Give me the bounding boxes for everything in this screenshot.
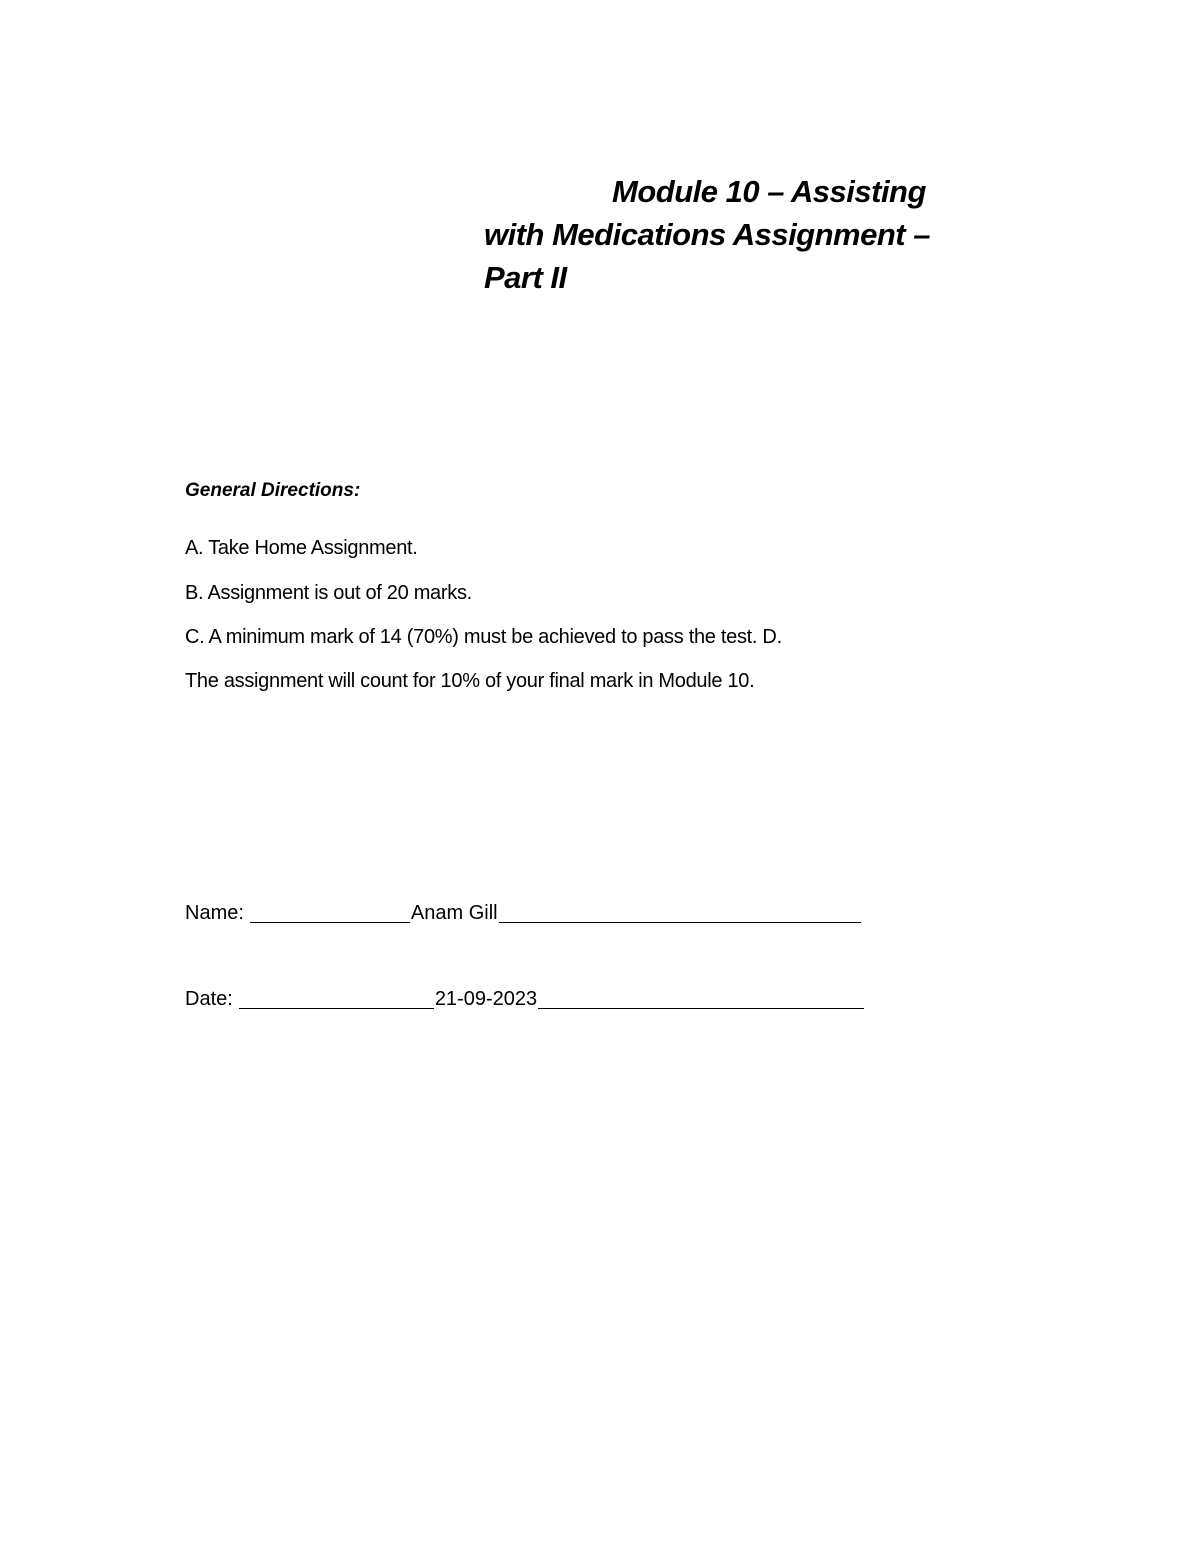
date-label: Date: xyxy=(185,988,233,1010)
name-value: Anam Gill xyxy=(410,902,498,924)
date-underline-left xyxy=(239,988,434,1009)
title-line-1: Module 10 – Assisting xyxy=(612,174,926,209)
document-title xyxy=(484,170,984,299)
name-underline-left xyxy=(250,902,410,923)
title-line-3: Part II xyxy=(484,260,567,295)
date-field xyxy=(185,988,864,1011)
direction-item-d: The assignment will count for 10% of your final mark in Module 10. xyxy=(185,670,755,692)
date-underline-right xyxy=(538,988,864,1009)
direction-item-b: B. Assignment is out of 20 marks. xyxy=(185,582,472,604)
name-field xyxy=(185,902,861,925)
title-line-2: with Medications Assignment – xyxy=(484,217,930,252)
date-value: 21-09-2023 xyxy=(434,988,538,1010)
name-underline-right xyxy=(499,902,861,923)
direction-item-c: C. A minimum mark of 14 (70%) must be achieved to pass the test. D. xyxy=(185,626,782,648)
name-label: Name: xyxy=(185,902,244,924)
general-directions-heading: General Directions: xyxy=(185,480,361,501)
direction-item-a: A. Take Home Assignment. xyxy=(185,537,418,559)
